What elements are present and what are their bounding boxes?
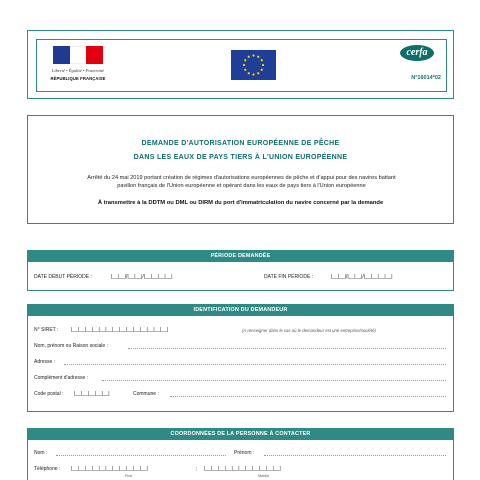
telephone-fixe-field[interactable]: |__|__|__|__|__|__|__|__|__|__|__|: [71, 466, 148, 472]
eu-star-icon: [261, 69, 263, 71]
telephone-separator: ;: [196, 466, 198, 472]
eu-star-icon: [243, 64, 245, 66]
end-date-field[interactable]: |__|__|/|__|__|/|__|__|__|__|: [331, 274, 393, 280]
eu-star-icon: [244, 59, 246, 61]
siret-label: N° SIRET :: [34, 327, 59, 333]
decree-line2: pavillon français de l'Union européenne et opérant dans les eaux de pays tiers à l'Union européenne: [117, 183, 366, 189]
name-input[interactable]: [128, 348, 446, 349]
eu-star-icon: [257, 56, 259, 58]
postal-code-field[interactable]: |__|__|__|__|__|: [74, 391, 110, 397]
commune-input[interactable]: [170, 396, 446, 397]
eu-stars-icon: [231, 50, 276, 80]
fixe-caption: Fixe: [125, 474, 133, 478]
header-frame: [27, 30, 454, 99]
fr-motto: Liberté • Égalité • Fraternité: [51, 68, 105, 73]
fr-republique: RÉPUBLIQUE FRANÇAISE: [50, 76, 106, 81]
siret-field[interactable]: |__|__|__|__|__|__|__|__|__|__|__|__|__|__|: [71, 327, 169, 333]
address2-input[interactable]: [102, 380, 446, 381]
french-flag-icon: [53, 46, 103, 64]
telephone-mobile-field[interactable]: |__|__|__|__|__|__|__|__|__|__|__|: [204, 466, 281, 472]
siret-note: (A renseigner dans le cas où le demandeur est une entreprise/société): [242, 328, 376, 333]
section-heading-coordonnees: COORDONNÉES DE LA PERSONNE À CONTACTER: [28, 429, 453, 440]
eu-star-icon: [261, 59, 263, 61]
eu-star-icon: [252, 54, 254, 56]
eu-flag-icon: [231, 50, 276, 80]
header-inner-frame: [36, 39, 447, 92]
form-title-line2: DANS LES EAUX DE PAYS TIERS À L'UNION EUROPÉENNE: [133, 154, 348, 161]
transmission-instruction: À transmettre à la DDTM ou DML ou DIRM du port d'immatriculation du navire concerné par la demande: [97, 200, 384, 206]
postal-code-label: Code postal :: [34, 391, 64, 397]
section-identification: [27, 304, 454, 412]
mobile-caption: Mobile: [258, 474, 270, 478]
name-label: Nom, prénom ou Raison sociale :: [34, 343, 108, 349]
contact-nom-label: Nom :: [34, 450, 48, 456]
republique-francaise-logo: [47, 44, 109, 88]
eu-star-icon: [248, 56, 250, 58]
eu-star-icon: [252, 73, 254, 75]
contact-nom-input[interactable]: [56, 455, 226, 456]
end-date-label: DATE FIN PÉRIODE :: [264, 274, 314, 280]
eu-star-icon: [262, 64, 264, 66]
address2-label: Complément d'adresse :: [34, 375, 89, 381]
section-heading-periode: PÉRIODE DEMANDÉE: [28, 251, 453, 262]
cerfa-logo: cerfa: [400, 45, 434, 61]
contact-prenom-label: Prénom :: [234, 450, 255, 456]
commune-label: Commune :: [133, 391, 159, 397]
form-title-line1: DEMANDE D'AUTORISATION EUROPÉENNE DE PÊCHE: [141, 140, 340, 147]
eu-star-icon: [244, 69, 246, 71]
section-coordonnees: [27, 428, 454, 480]
section-periode: [27, 250, 454, 291]
contact-prenom-input[interactable]: [264, 455, 446, 456]
start-date-label: DATE DÉBUT PÉRIODE :: [34, 274, 92, 280]
start-date-field[interactable]: |__|__|/|__|__|/|__|__|__|__|: [111, 274, 173, 280]
telephone-label: Téléphone :: [34, 466, 61, 472]
decree-line1: Arrêté du 24 mai 2019 portant création de régimes d'autorisations européennes de pêche et d'appui pour des navires battant: [87, 175, 396, 181]
eu-star-icon: [248, 72, 250, 74]
address-input[interactable]: [64, 364, 446, 365]
section-heading-identification: IDENTIFICATION DU DEMANDEUR: [28, 305, 453, 316]
eu-star-icon: [257, 72, 259, 74]
title-frame: [27, 115, 454, 224]
address-label: Adresse :: [34, 359, 56, 365]
cerfa-number: N°16014*02: [411, 75, 441, 81]
